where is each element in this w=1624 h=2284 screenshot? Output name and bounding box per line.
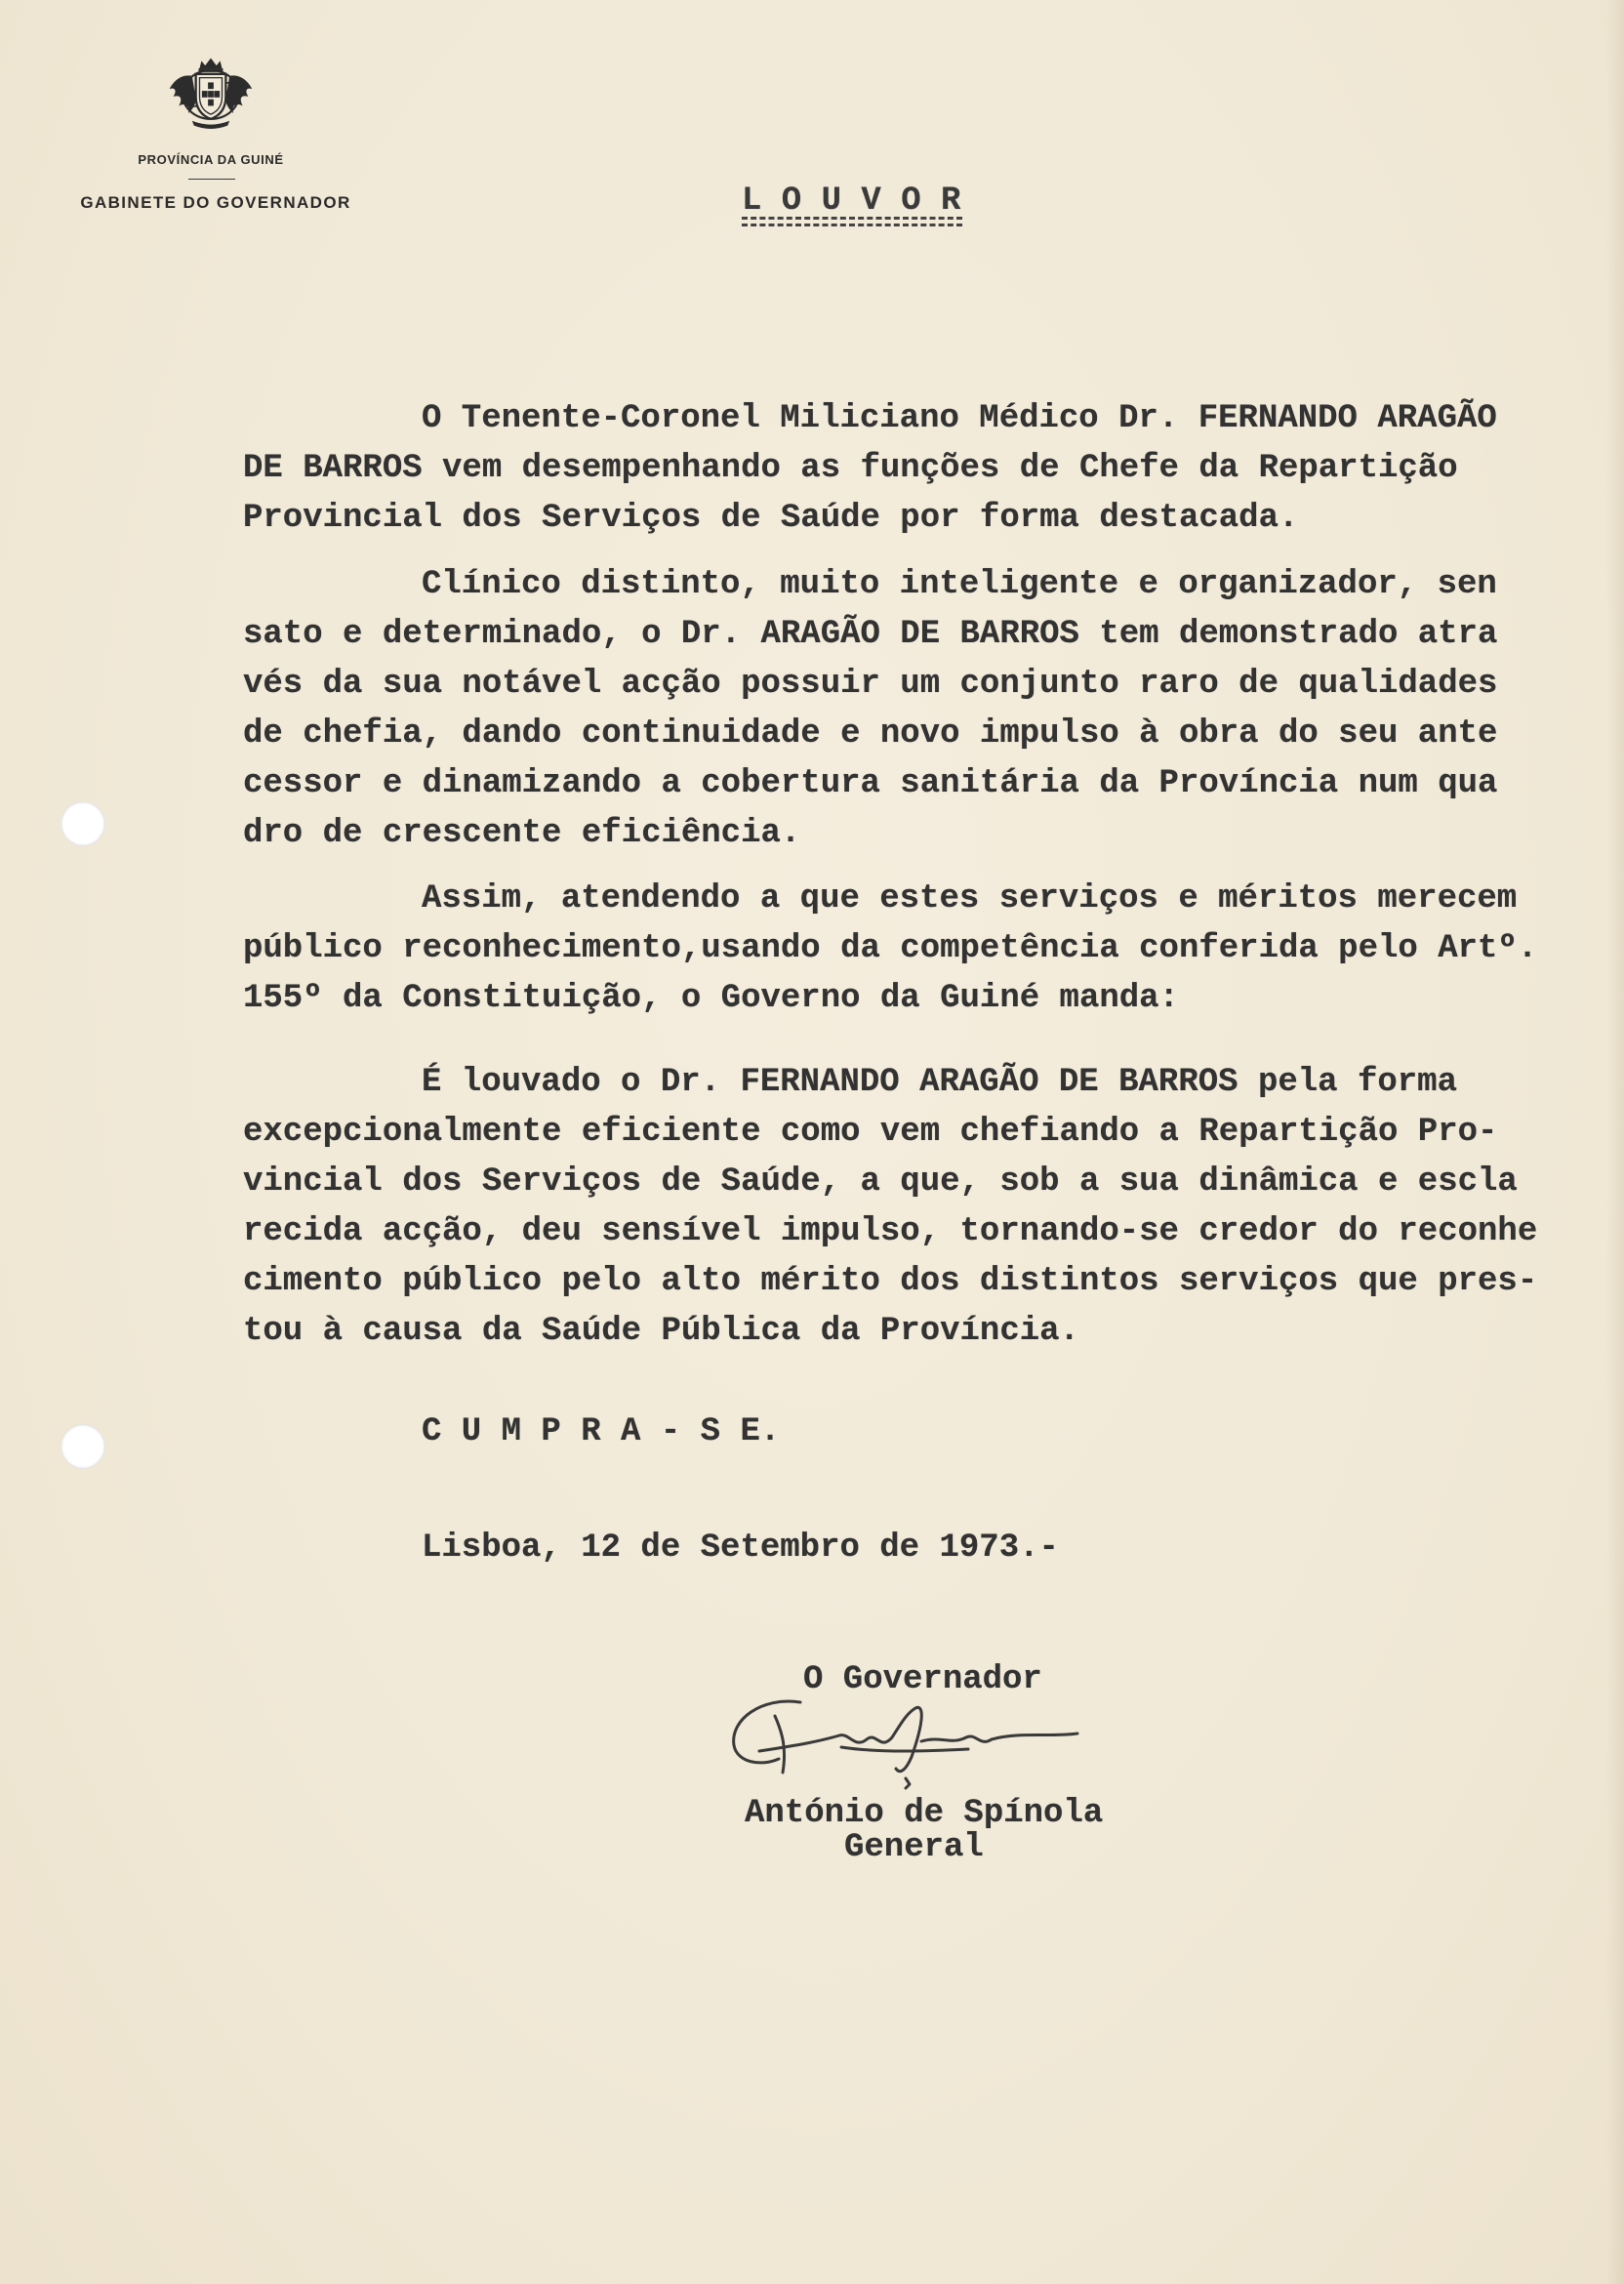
province-name: PROVÍNCIA DA GUINÉ <box>138 152 284 167</box>
page-edge-shadow <box>1606 0 1624 2284</box>
body-line: vincial dos Serviços de Saúde, a que, sob a sua dinâmica e escla <box>243 1163 1518 1201</box>
paragraph-1 <box>243 394 1551 544</box>
letterhead-divider <box>188 179 235 180</box>
document-title: L O U V O R <box>742 183 961 220</box>
body-line: 155º da Constituição, o Governo da Guiné manda: <box>243 980 1179 1017</box>
letterhead <box>55 55 377 213</box>
body-line: vés da sua notável acção possuir um conjunto raro de qualidades <box>243 666 1498 703</box>
punch-hole <box>61 801 105 846</box>
body-line: público reconhecimento,usando da competência conferida pelo Artº. <box>243 930 1538 967</box>
body-line: cimento público pelo alto mérito dos distintos serviços que pres- <box>243 1263 1538 1300</box>
paragraph-2 <box>243 560 1551 859</box>
place-date: Lisboa, 12 de Setembro de 1973.- <box>422 1529 1059 1567</box>
title-underline <box>742 217 962 226</box>
signatory-rank: General <box>844 1829 984 1866</box>
body-line: O Tenente-Coronel Miliciano Médico Dr. FERNANDO ARAGÃO <box>422 400 1497 437</box>
body-line: cessor e dinamizando a cobertura sanitária da Província num qua <box>243 765 1498 802</box>
paragraph-4 <box>243 1058 1551 1357</box>
coat-of-arms-icon <box>164 55 258 131</box>
signatory-role: O Governador <box>803 1661 1042 1698</box>
office-name: GABINETE DO GOVERNADOR <box>80 193 351 212</box>
body-line: DE BARROS vem desempenhando as funções de Chefe da Repartição <box>243 450 1458 487</box>
handwritten-signature <box>724 1677 1085 1794</box>
body-line: de chefia, dando continuidade e novo impulso à obra do seu ante <box>243 715 1498 753</box>
body-line: Assim, atendendo a que estes serviços e méritos merecem <box>422 880 1518 918</box>
body-line: recida acção, deu sensível impulso, tornando-se credor do reconhe <box>243 1213 1538 1250</box>
body-line: É louvado o Dr. FERNANDO ARAGÃO DE BARROS pela forma <box>422 1064 1457 1101</box>
punch-hole <box>61 1424 105 1469</box>
body-line: dro de crescente eficiência. <box>243 815 801 852</box>
signatory-name: António de Spínola <box>745 1795 1104 1832</box>
order-statement: C U M P R A - S E. <box>422 1413 781 1450</box>
body-line: Provincial dos Serviços de Saúde por forma destacada. <box>243 500 1299 537</box>
body-line: excepcionalmente eficiente como vem chefiando a Repartição Pro- <box>243 1114 1498 1151</box>
body-line: sato e determinado, o Dr. ARAGÃO DE BARROS tem demonstrado atra <box>243 616 1498 653</box>
body-line: Clínico distinto, muito inteligente e organizador, sen <box>422 566 1497 603</box>
body-line: tou à causa da Saúde Pública da Província. <box>243 1313 1079 1350</box>
paragraph-3 <box>243 875 1551 1024</box>
